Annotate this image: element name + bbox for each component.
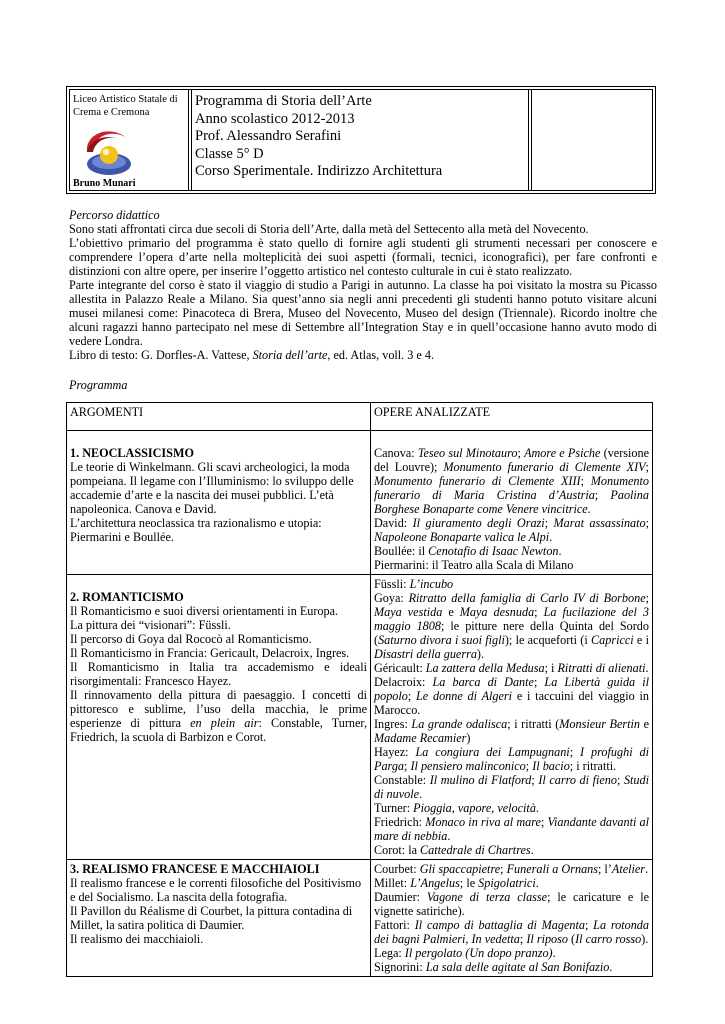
work-entry: Ingres: La grande odalisca; i ritratti (Monsieur Bertin e Madame Recamier) bbox=[374, 717, 649, 745]
col-header-argomenti: ARGOMENTI bbox=[67, 403, 371, 431]
work-entry: Canova: Teseo sul Minotauro; Amore e Psiche (versione del Louvre); Monumento funerario di Clemente XIV; Monumento funerario di Clemente XIII; Monumento funerario di Maria Cristina d’Austria; Paolina Borghese Bonaparte come Venere vincitrice. bbox=[374, 446, 650, 516]
textbook-line: Libro di testo: G. Dorfles-A. Vattese, Storia dell’arte, ed. Atlas, voll. 3 e 4. bbox=[69, 348, 435, 362]
section-works bbox=[374, 862, 649, 974]
work-entry: Boullée: il Cenotafio di Isaac Newton. bbox=[374, 544, 562, 558]
intro-paragraph-2: L’obiettivo primario del programma è stato quello di fornire agli studenti gli strumenti necessari per conoscere e comprendere l’opera d’arte nella molteplicità dei suoi aspetti (formali, tecnici, iconografici), per fare confronti e distinzioni con altre opere, per inserire l’oggetto artistico nel contesto culturale in cui è stato realizzato. bbox=[69, 236, 657, 278]
course: Corso Sperimentale. Indirizzo Architettura bbox=[195, 163, 443, 179]
work-entry: Lega: Il pergolato (Un dopo pranzo). bbox=[374, 946, 556, 960]
work-entry: Corot: la Cattedrale di Chartres. bbox=[374, 843, 534, 857]
work-entry: Fattori: Il campo di battaglia di Magenta; La rotonda dei bagni Palmieri, In vedetta; Il riposo (Il carro rosso). bbox=[374, 918, 649, 946]
school-year: Anno scolastico 2012-2013 bbox=[195, 110, 355, 127]
header-box bbox=[66, 86, 656, 194]
work-entry: Delacroix: La barca di Dante; La Libertà guida il popolo; Le donne di Algeri e i taccuini del viaggio in Marocco. bbox=[374, 675, 650, 717]
intro-heading: Percorso didattico bbox=[69, 208, 160, 222]
intro-paragraph-3: Parte integrante del corso è stato il viaggio di studio a Parigi in autunno. La classe ha poi visitato la mostra su Picasso allestita in Palazzo Reale a Milano. Sia quest’anno sia negli anni precedenti gli studenti hanno potuto visitare alcuni musei milanesi come: Pinacoteca di Brera, Museo del Novecento, Museo del design (Triennale). Ricordo inoltre che alcuni ragazzi hanno partecipato nel mese di Settembre all’Integration Stay e in quell’occasione hanno avuto modo di vedere Londra. bbox=[69, 278, 657, 348]
work-entry: Signorini: La sala delle agitate al San Bonifazio. bbox=[374, 960, 613, 974]
work-entry: Turner: Pioggia, vapore, velocità. bbox=[374, 801, 539, 815]
section-title: 1. NEOCLASSICISMO bbox=[70, 446, 194, 460]
section-works bbox=[374, 577, 649, 857]
work-entry: Courbet: Gli spaccapietre; Funerali a Ornans; l’Atelier. bbox=[374, 862, 649, 876]
teacher: Prof. Alessandro Serafini bbox=[195, 128, 342, 144]
section-topics: Le teorie di Winkelmann. Gli scavi archeologici, la moda pompeiana. Il legame con l’Illuminismo: lo sviluppo delle accademie d’arte e la nascita dei musei pubblici. L’età napoleonica. Canova e David. L’architettura neoclassica tra razionalismo e utopia: Piermarini e Boullée. bbox=[70, 460, 354, 544]
work-entry: Goya: Ritratto della famiglia di Carlo IV di Borbone; Maya vestida e Maya desnuda; La fucilazione del 3 maggio 1808; le pitture nere della Quinta del Sordo (Saturno divora i suoi figli); le acqueforti (i Capricci e i Disastri della guerra). bbox=[374, 591, 649, 661]
table-row bbox=[67, 431, 653, 575]
school-name: Liceo Artistico Statale di Crema e Cremona bbox=[73, 94, 178, 118]
table-row bbox=[67, 575, 653, 860]
section-title: 3. REALISMO FRANCESE E MACCHIAIOLI bbox=[70, 862, 320, 876]
program-table bbox=[66, 402, 653, 974]
work-entry: Piermarini: il Teatro alla Scala di Milano bbox=[374, 558, 574, 572]
work-entry: Géricault: La zattera della Medusa; i Ritratti di alienati. bbox=[374, 661, 649, 675]
work-entry: Füssli: L’incubo bbox=[374, 577, 454, 591]
work-entry: David: Il giuramento degli Orazi; Marat assassinato; Napoleone Bonaparte valica le Alpi. bbox=[374, 516, 650, 544]
table-row bbox=[67, 860, 653, 977]
work-entry: Daumier: Vagone di terza classe; le caricature e le vignette satiriche). bbox=[374, 890, 649, 918]
work-entry: Hayez: La congiura dei Lampugnani; I profughi di Parga; Il pensiero malinconico; Il bacio; i ritratti. bbox=[374, 745, 650, 773]
school-logo-icon bbox=[79, 124, 139, 179]
work-entry: Millet: L’Angelus; le Spigolatrici. bbox=[374, 876, 539, 890]
work-entry: Constable: Il mulino di Flatford; Il carro di fieno; Studi di nuvole. bbox=[374, 773, 650, 801]
section-works bbox=[374, 446, 649, 572]
intro-paragraph-1: Sono stati affrontati circa due secoli di Storia dell’Arte, dalla metà del Settecento alla metà del Novecento. bbox=[69, 222, 589, 236]
table-header-row bbox=[67, 403, 653, 431]
program-title: Programma di Storia dell’Arte bbox=[195, 93, 372, 109]
school-cell bbox=[69, 89, 189, 191]
logo-caption: Bruno Munari bbox=[73, 178, 136, 189]
title-cell bbox=[193, 89, 529, 191]
col-header-opere: OPERE ANALIZZATE bbox=[371, 403, 653, 431]
section-topics: Il realismo francese e le correnti filosofiche del Positivismo e del Socialismo. La nascita della fotografia. Il Pavillon du Réalisme di Courbet, la pittura contadina di Millet, la satira politica di Daumier. Il realismo dei macchiaioli. bbox=[70, 876, 362, 946]
work-entry: Friedrich: Monaco in riva al mare; Viandante davanti al mare di nebbia. bbox=[374, 815, 650, 843]
intro-section bbox=[69, 208, 657, 362]
class: Classe 5° D bbox=[195, 145, 264, 162]
section-title: 2. ROMANTICISMO bbox=[70, 590, 184, 604]
section-topics: Il Romanticismo e suoi diversi orientamenti in Europa. La pittura dei “visionari”: Füssli. Il percorso di Goya dal Rococò al Romanticismo. Il Romanticismo in Francia: Gericault, Delacroix, Ingres. Il Romanticismo in Italia tra accademismo e ideali risorgimentali: Francesco Hayez. Il rinnovamento della pittura di paesaggio. I concetti di pittoresco e sublime, l’uso della macchia, le prime esperienze di pittura en plein air: Constable, Turner, Friedrich, la scuola di Barbizon e Corot. bbox=[70, 604, 367, 744]
programma-label: Programma bbox=[69, 378, 128, 392]
